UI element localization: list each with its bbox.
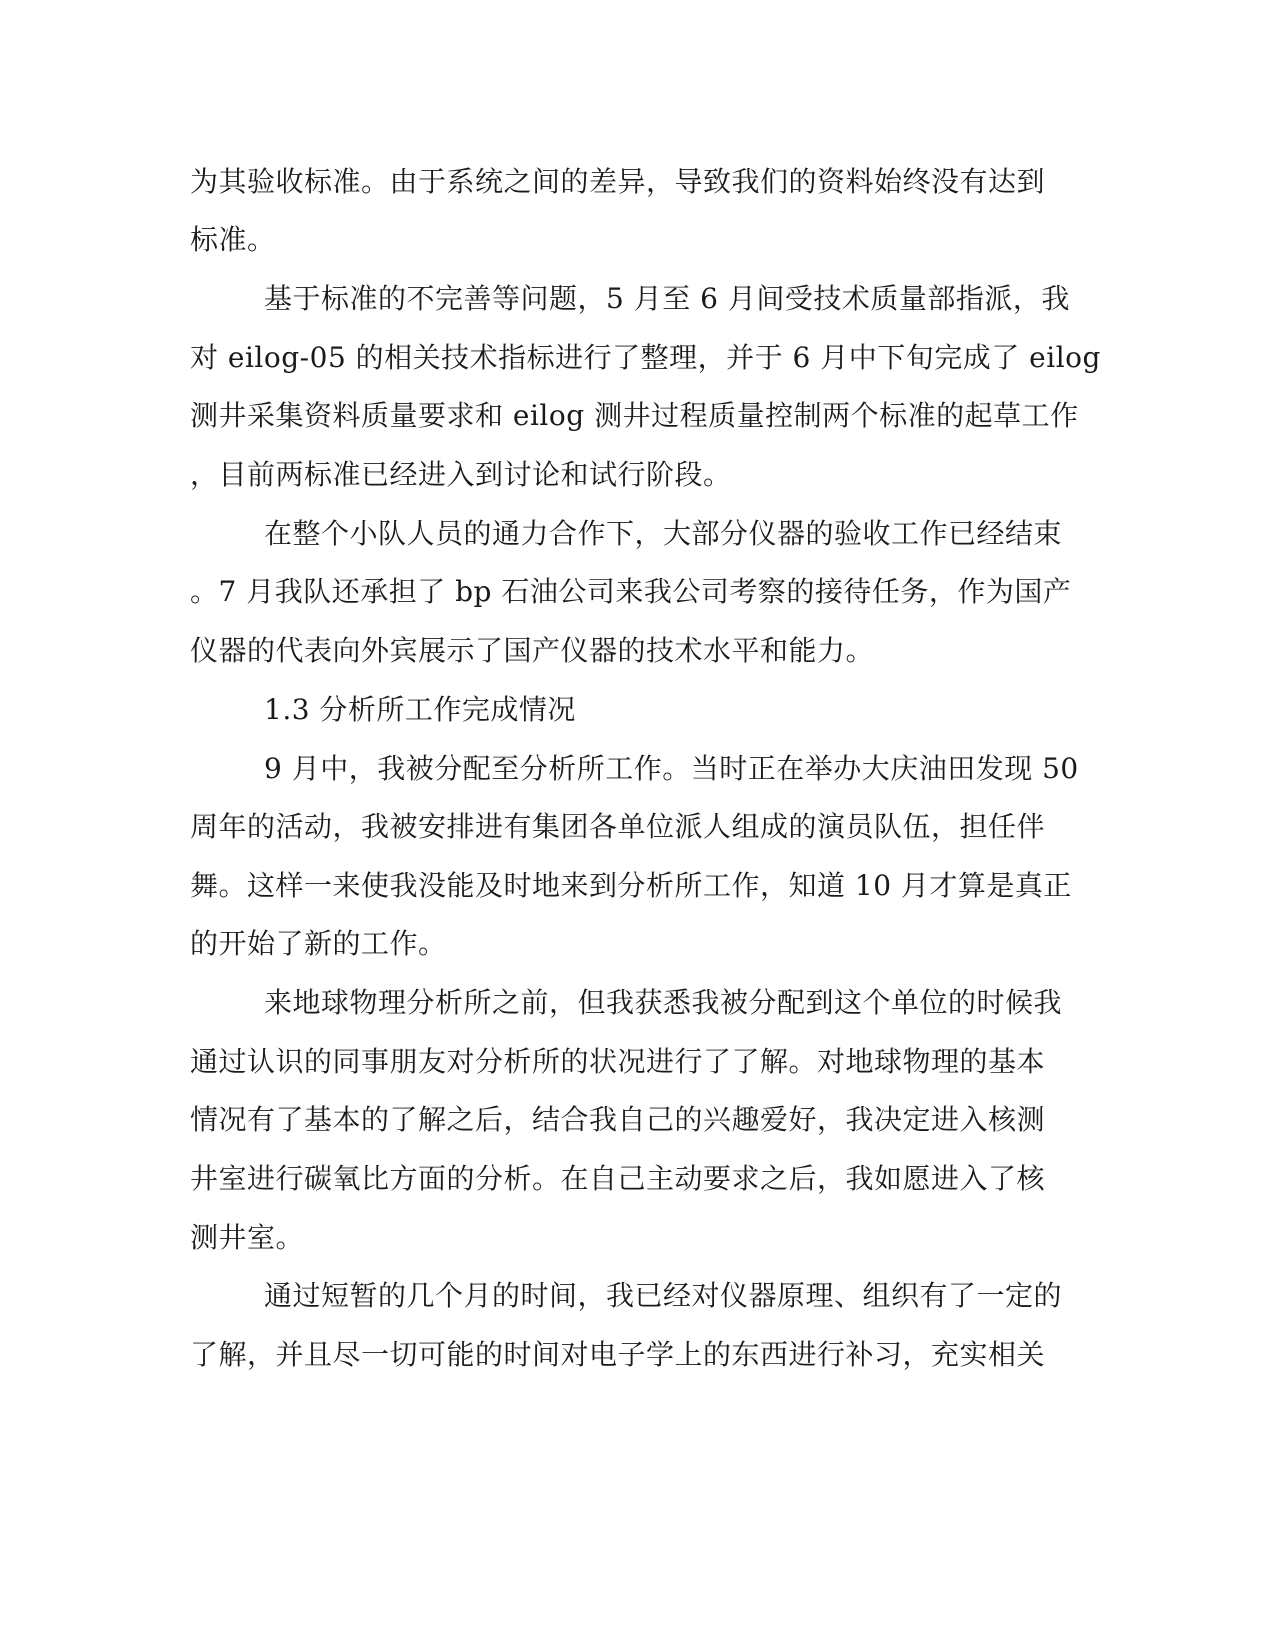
text-line: 仪器的代表向外宾展示了国产仪器的技术水平和能力。	[190, 634, 875, 667]
text-line: ，目前两标准已经进入到讨论和试行阶段。	[190, 458, 732, 491]
text-line: 标准。	[190, 223, 276, 256]
paragraph-first-line: 通过短暂的几个月的时间，我已经对仪器原理、组织有了一定的	[264, 1279, 1063, 1312]
section-heading: 1.3 分析所工作完成情况	[264, 693, 576, 726]
text-line: 舞。这样一来使我没能及时地来到分析所工作，知道 10 月才算是真正	[190, 869, 1072, 902]
text-line: 。7 月我队还承担了 bp 石油公司来我公司考察的接待任务，作为国产	[190, 575, 1072, 608]
paragraph-first-line: 来地球物理分析所之前，但我获悉我被分配到这个单位的时候我	[264, 986, 1063, 1019]
paragraph-first-line: 9 月中，我被分配至分析所工作。当时正在举办大庆油田发现 50	[264, 752, 1079, 785]
text-line: 井室进行碳氧比方面的分析。在自己主动要求之后，我如愿进入了核	[190, 1162, 1046, 1195]
text-line: 周年的活动，我被安排进有集团各单位派人组成的演员队伍，担任伴	[190, 810, 1046, 843]
text-line: 为其验收标准。由于系统之间的差异，导致我们的资料始终没有达到	[190, 165, 1046, 198]
text-line: 测井室。	[190, 1221, 305, 1254]
text-line: 的开始了新的工作。	[190, 927, 447, 960]
text-line: 了解，并且尽一切可能的时间对电子学上的东西进行补习，充实相关	[190, 1338, 1046, 1371]
text-line: 情况有了基本的了解之后，结合我自己的兴趣爱好，我决定进入核测	[190, 1103, 1046, 1136]
text-line: 对 eilog-05 的相关技术指标进行了整理，并于 6 月中下旬完成了 eilog	[190, 341, 1101, 374]
paragraph-first-line: 在整个小队人员的通力合作下，大部分仪器的验收工作已经结束	[264, 517, 1063, 550]
paragraph-first-line: 基于标准的不完善等问题，5 月至 6 月间受技术质量部指派，我	[264, 282, 1070, 315]
text-line: 通过认识的同事朋友对分析所的状况进行了了解。对地球物理的基本	[190, 1045, 1046, 1078]
text-line: 测井采集资料质量要求和 eilog 测井过程质量控制两个标准的起草工作	[190, 399, 1079, 432]
